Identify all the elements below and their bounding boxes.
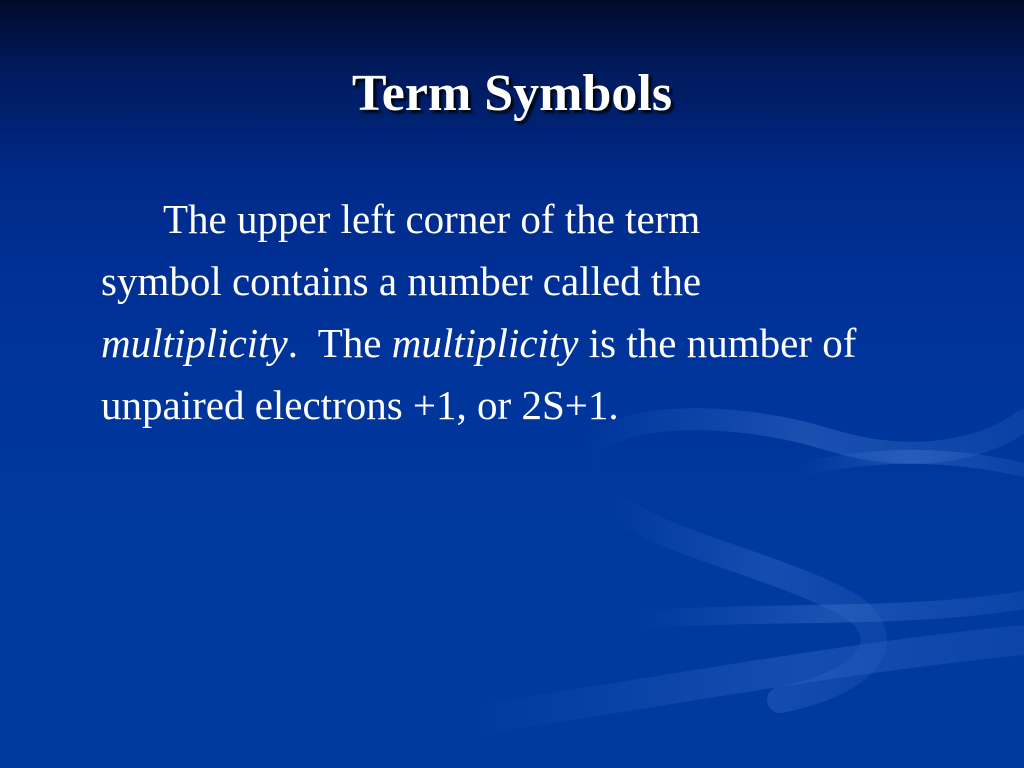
body-text-after-term-2: is the number of [578,320,857,366]
term-multiplicity-2: multiplicity [391,320,579,366]
slide-title: Term Symbols [351,65,673,122]
term-multiplicity-1: multiplicity [101,320,288,366]
body-line-4: unpaired electrons +1, or 2S+1. [101,382,619,428]
body-line-1: The upper left corner of the term [163,196,701,242]
body-line-2: symbol contains a number called the [101,258,702,304]
slide-body-text [101,188,971,436]
body-text-after-term-1: . The [287,320,392,366]
